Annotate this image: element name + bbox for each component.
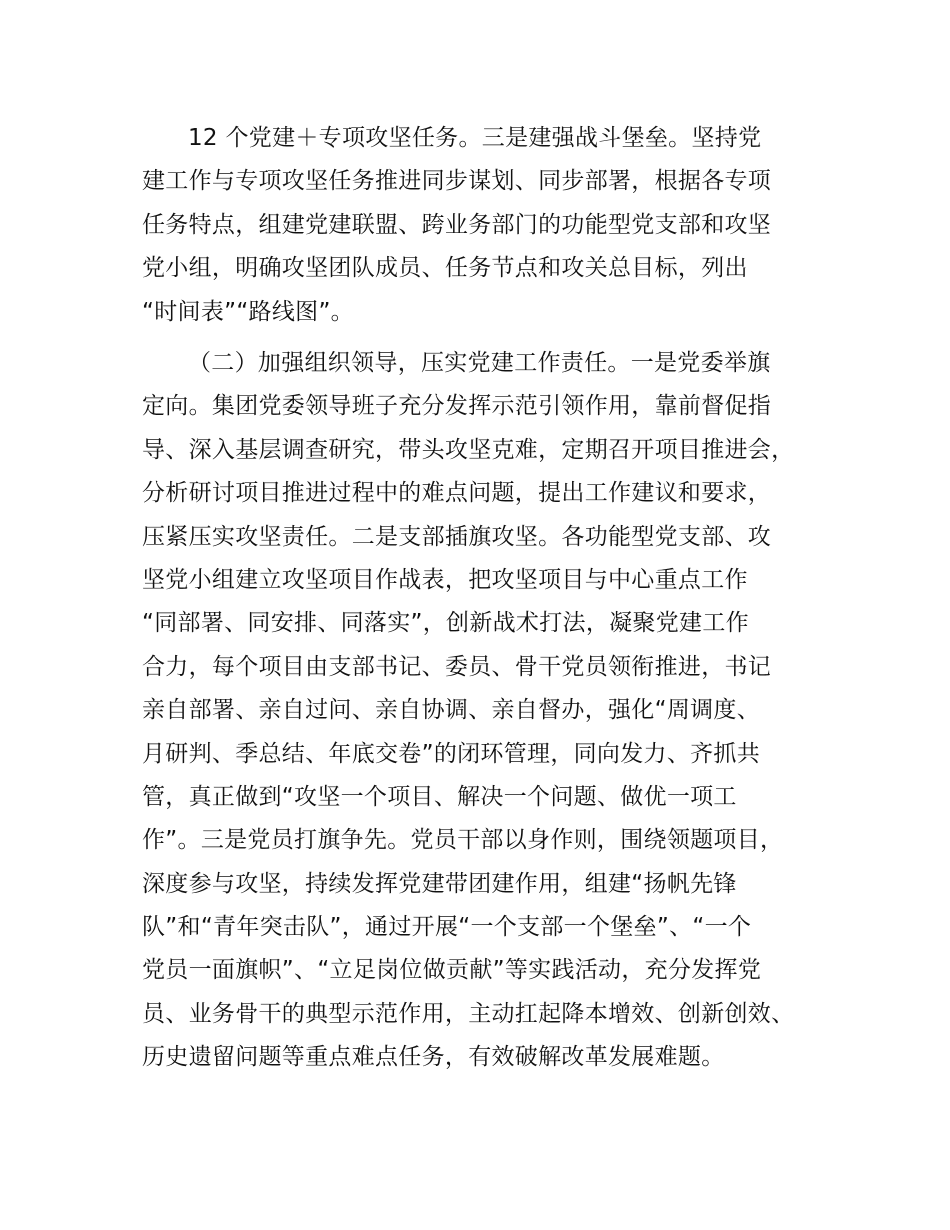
text-line: 员、业务骨干的典型示范作用，主动扛起降本增效、创新创效、 [142, 1000, 795, 1027]
text-line: 导、深入基层调查研究，带头攻坚克难，定期召开项目推进会， [142, 436, 795, 463]
text-line: 建工作与专项攻坚任务推进同步谋划、同步部署，根据各专项 [142, 168, 772, 195]
text-line: “时间表”“路线图”。 [142, 298, 354, 325]
text-line: 坚党小组建立攻坚项目作战表，把攻坚项目与中心重点工作 [142, 566, 748, 593]
text-line: 管，真正做到“攻坚一个项目、解决一个问题、做优一项工 [142, 783, 737, 810]
text-line: 历史遗留问题等重点难点任务，有效破解改革发展难题。 [142, 1044, 725, 1071]
text-line: 党小组，明确攻坚团队成员、任务节点和攻关总目标，列出 [142, 255, 748, 282]
text-line: 合力，每个项目由支部书记、委员、骨干党员领衔推进，书记 [142, 653, 772, 680]
text-line: 分析研讨项目推进过程中的难点问题，提出工作建议和要求， [142, 480, 772, 507]
text-line: 队”和“青年突击队”，通过开展“一个支部一个堡垒”、“一个 [142, 914, 752, 941]
text-line: 作”。三是党员打旗争先。党员干部以身作则，围绕领题项目， [142, 827, 784, 854]
paragraph-1 [142, 117, 842, 334]
text-line: 定向。集团党委领导班子充分发挥示范引领作用，靠前督促指 [142, 393, 772, 420]
text-line: 月研判、季总结、年底交卷”的闭环管理，同向发力、齐抓共 [142, 740, 761, 767]
text-line: 党员一面旗帜”、“立足岗位做贡献”等实践活动，充分发挥党 [142, 957, 762, 984]
text-line: 深度参与攻坚，持续发挥党建带团建作用，组建“扬帆先锋 [142, 870, 737, 897]
text-line: 任务特点，组建党建联盟、跨业务部门的功能型党支部和攻坚 [142, 211, 772, 238]
text-line: （二）加强组织领导，压实党建工作责任。一是党委举旗 [188, 350, 771, 376]
text-line: 12 个党建＋专项攻坚任务。三是建强战斗堡垒。坚持党 [188, 125, 762, 151]
text-line: 压紧压实攻坚责任。二是支部插旗攻坚。各功能型党支部、攻 [142, 523, 772, 550]
paragraph-2 [142, 342, 842, 1080]
text-line: 亲自部署、亲自过问、亲自协调、亲自督办，强化“周调度、 [142, 697, 761, 724]
text-line: “同部署、同安排、同落实”，创新战术打法，凝聚党建工作 [142, 610, 749, 637]
